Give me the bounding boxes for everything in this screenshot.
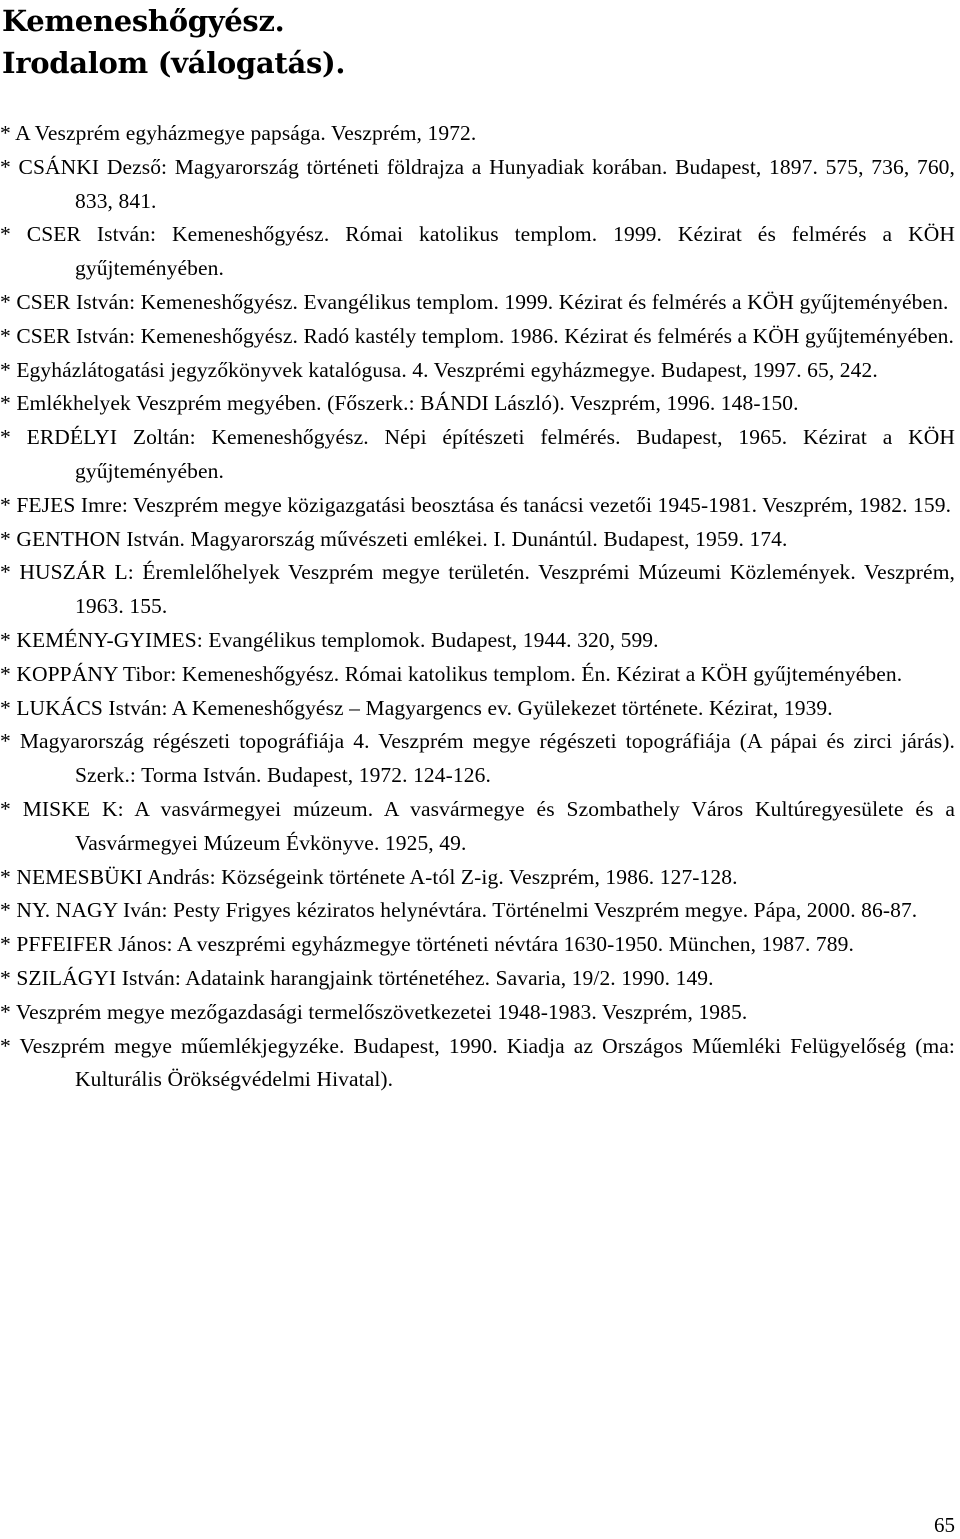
bibliography-entry: * ERDÉLYI Zoltán: Kemeneshőgyész. Népi építészeti felmérés. Budapest, 1965. Kézirat a KÖH gyűjteményében. bbox=[0, 425, 955, 483]
title-line-2: Irodalom (válogatás). bbox=[2, 46, 346, 80]
bibliography-list bbox=[0, 117, 955, 1097]
bibliography-entry: * CSER István: Kemeneshőgyész. Evangélikus templom. 1999. Kézirat és felmérés a KÖH gyűjteményében. bbox=[0, 289, 949, 314]
bibliography-entry: * CSÁNKI Dezső: Magyarország történeti földrajza a Hunyadiak korában. Budapest, 1897. 575, 736, 760, 833, 841. bbox=[0, 154, 955, 213]
bibliography-entry: * MISKE K: A vasvármegyei múzeum. A vasvármegye és Szombathely Város Kultúregyesülete és a Vasvármegyei Múzeum Évkönyve. 1925, 49. bbox=[0, 796, 955, 855]
bibliography-entry: * CSER István: Kemeneshőgyész. Radó kastély templom. 1986. Kézirat és felmérés a KÖH gyűjteményében. bbox=[0, 323, 954, 348]
bibliography-entry: * KEMÉNY-GYIMES: Evangélikus templomok. Budapest, 1944. 320, 599. bbox=[0, 627, 659, 652]
bibliography-entry: * HUSZÁR L: Éremlelőhelyek Veszprém megye területén. Veszprémi Múzeumi Közlemények. Veszprém, 1963. 155. bbox=[0, 560, 955, 619]
bibliography-entry: * SZILÁGYI István: Adataink harangjaink történetéhez. Savaria, 19/2. 1990. 149. bbox=[0, 965, 714, 990]
bibliography-entry: * Veszprém megye műemlékjegyzéke. Budapest, 1990. Kiadja az Országos Műemléki Felügyelőség (ma: Kulturális Örökségvédelmi Hivatal). bbox=[0, 1033, 955, 1092]
bibliography-entry: * Veszprém megye mezőgazdasági termelőszövetkezetei 1948-1983. Veszprém, 1985. bbox=[0, 999, 748, 1024]
page-title bbox=[2, 0, 345, 84]
bibliography-entry: * Emlékhelyek Veszprém megyében. (Főszerk.: BÁNDI László). Veszprém, 1996. 148-150. bbox=[0, 391, 799, 416]
bibliography-entry: * Egyházlátogatási jegyzőkönyvek katalógusa. 4. Veszprémi egyházmegye. Budapest, 1997. 65, 242. bbox=[0, 357, 878, 382]
title-line-1: Kemeneshőgyész. bbox=[2, 4, 285, 38]
bibliography-entry: * CSER István: Kemeneshőgyész. Római katolikus templom. 1999. Kézirat és felmérés a KÖH gyűjteményében. bbox=[0, 222, 955, 281]
bibliography-entry: * LUKÁCS István: A Kemeneshőgyész – Magyargencs ev. Gyülekezet története. Kézirat, 1939. bbox=[0, 695, 833, 720]
bibliography-entry: * NY. NAGY Iván: Pesty Frigyes kéziratos helynévtára. Történelmi Veszprém megye. Pápa, 2000. 86-87. bbox=[0, 898, 918, 923]
bibliography-entry: * PFFEIFER János: A veszprémi egyházmegye történeti névtára 1630-1950. München, 1987. 789. bbox=[0, 932, 854, 957]
bibliography-entry: * GENTHON István. Magyarország művészeti emlékei. I. Dunántúl. Budapest, 1959. 174. bbox=[0, 526, 788, 551]
bibliography-entry: * FEJES Imre: Veszprém megye közigazgatási beosztása és tanácsi vezetői 1945-1981. Veszprém, 1982. 159. bbox=[0, 492, 952, 517]
page-number: 65 bbox=[934, 1513, 955, 1537]
bibliography-entry: * Magyarország régészeti topográfiája 4. Veszprém megye régészeti topográfiája (A pápai és zirci járás). Szerk.: Torma István. Budapest, 1972. 124-126. bbox=[0, 729, 955, 788]
bibliography-entry: * NEMESBÜKI András: Községeink története A-tól Z-ig. Veszprém, 1986. 127-128. bbox=[0, 864, 738, 889]
bibliography-entry: * A Veszprém egyházmegye papsága. Veszprém, 1972. bbox=[0, 121, 477, 145]
bibliography-entry: * KOPPÁNY Tibor: Kemeneshőgyész. Római katolikus templom. Én. Kézirat a KÖH gyűjteményében. bbox=[0, 661, 903, 686]
